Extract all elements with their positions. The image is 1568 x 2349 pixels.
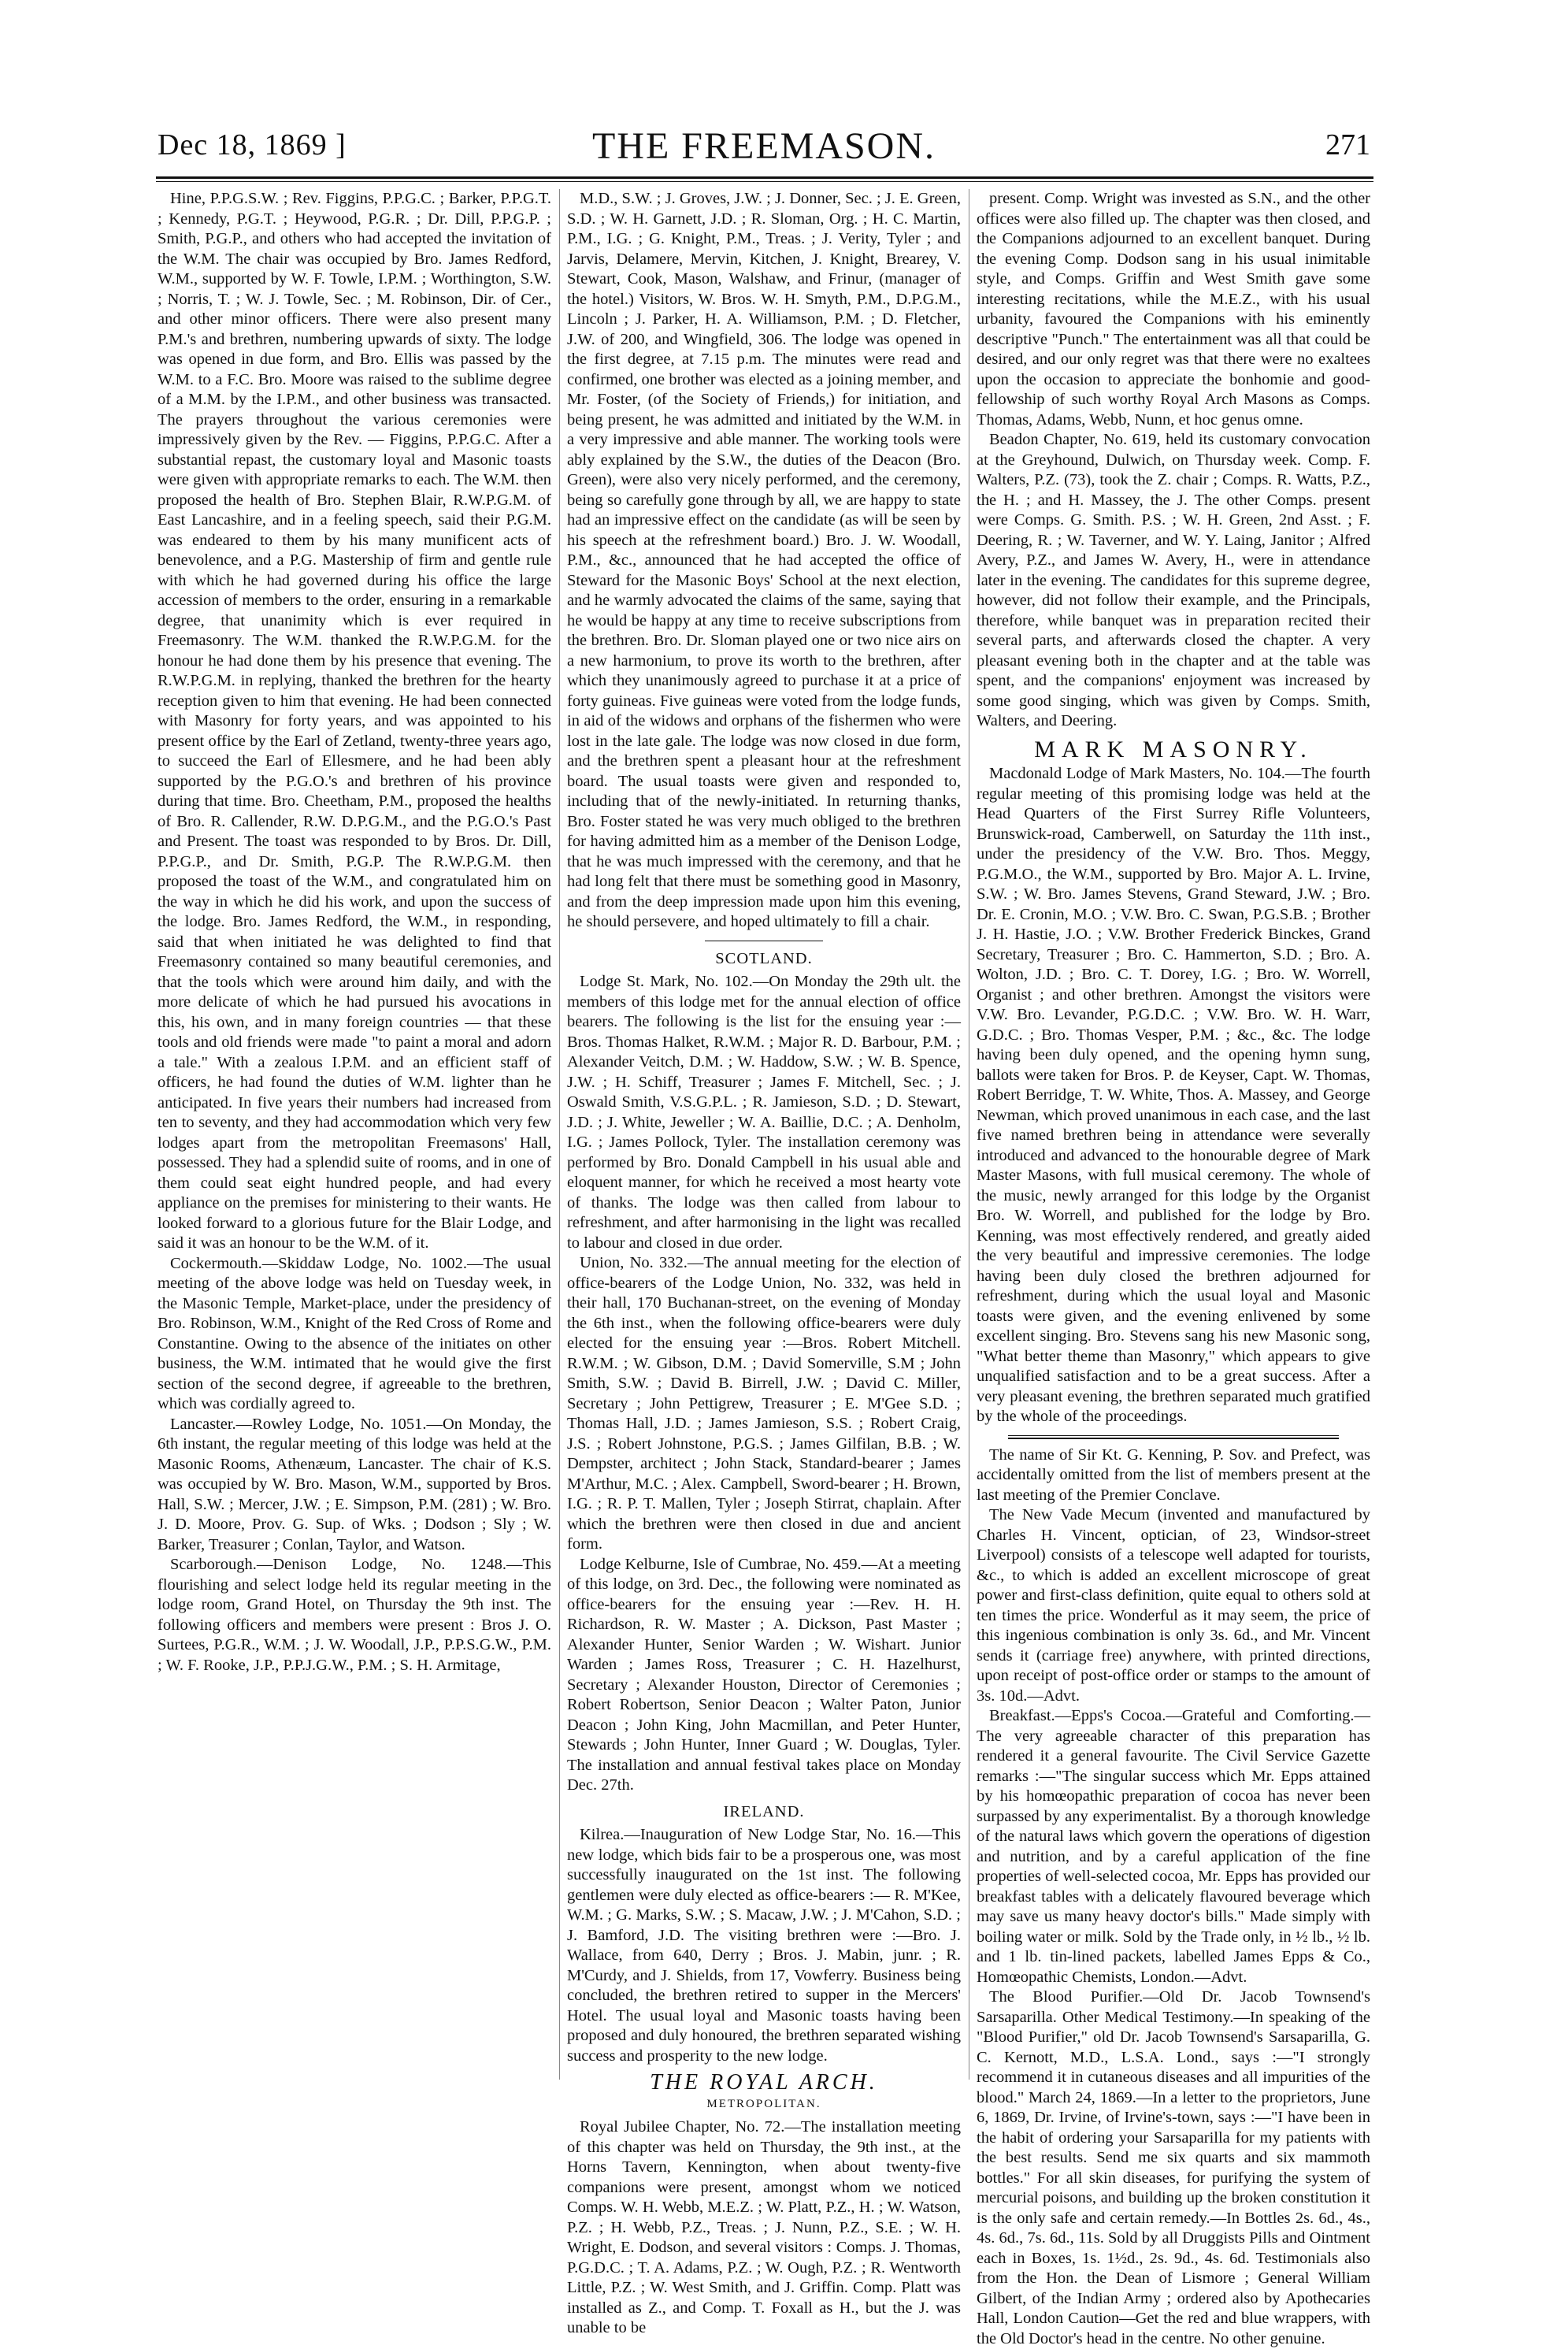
column-2 — [567, 189, 961, 2336]
page-number: 271 — [1325, 128, 1370, 161]
section-heading-scotland: SCOTLAND. — [715, 949, 813, 967]
paper-title: THE FREEMASON. — [591, 125, 936, 167]
section-rule — [1008, 1435, 1339, 1436]
advert-paragraph: The Blood Purifier.—Old Dr. Jacob Townsend's Sarsaparilla. Other Medical Testimony.—In speaking of the "Blood Purifier," old Dr. Jacob Townsend's Sarsaparilla, G. C. Kernott, M.D., L.S.A. Lond., says :—"I strongly recommend it in cutaneous diseases and all impurities of the blood." March 24, 1869.—In a letter to the proprietors, June 6, 1869, Dr. Irvine, of Irvine's-town, says :—"I have been in the habit of ordering your Sarsaparilla for my patients with the best results. Send me six quarts and six mammoth bottles." For all skin diseases, for purifying the system of mercurial poisons, and building up the broken constitution it is the only safe and certain remedy.—In Bottles 2s. 6d., 4s., 4s. 6d., 7s. 6d., 11s. Sold by all Druggists Pills and Ointment each in Boxes, 1s. 1½d., 2s. 9d., 4s. 6d. Testimonials also from the Hon. the Dean of Lismore ; General William Gilbert, of the Indian Army ; ordered also by Apothecaries Hall, London Caution—Get the red and blue wrappers, with the Old Doctor's head in the centre. No other genuine. — [977, 1988, 1370, 2347]
advert-paragraph: Breakfast.—Epps's Cocoa.—Grateful and Comforting.—The very agreeable character of this preparation has rendered it a general favourite. The Civil Service Gazette remarks :—"The singular success which Mr. Epps attained by his homœopathic preparation of cocoa has never been surpassed by any experimentalist. By a thorough knowledge of the natural laws which govern the operations of digestion and nutrition, and by a careful application of the fine properties of well-selected cocoa, Mr. Epps has provided our breakfast tables with a delicately flavoured beverage which may save us many heavy doctor's bills." Made simply with boiling water or milk. Sold by the Trade only, in ½ lb., ½ lb. and 1 lb. tin-lined packets, labelled James Epps & Co., Homœopathic Chemists, London.—Advt. — [977, 1707, 1370, 1986]
issue-date: Dec 18, 1869 ] — [158, 128, 347, 161]
notice-paragraph: The name of Sir Kt. G. Kenning, P. Sov. and Prefect, was accidentally omitted from the list of members present at the last meeting of the Premier Conclave. — [977, 1445, 1370, 1504]
section-rule — [1008, 1438, 1339, 1439]
section-heading-mark-masonry: MARK MASONRY. — [1034, 736, 1313, 763]
article-paragraph: Lodge St. Mark, No. 102.—On Monday the 29th ult. the members of this lodge met for the annual election of office bearers. The following is the list for the ensuing year :—Bros. Thomas Halket, R.W.M. ; Major R. D. Barbour, P.M. ; Alexander Veitch, D.M. ; W. Haddow, S.W. ; W. B. Spence, J.W. ; H. Schiff, Treasurer ; James F. Mitchell, Sec. ; J. Oswald Smith, V.S.G.P.L. ; R. Jamieson, S.D. ; D. Stewart, J.D. ; J. White, Jeweller ; W. A. Baillie, D.C. ; A. Denholm, I.G. ; James Pollock, Tyler. The installation ceremony was performed by Bro. Donald Campbell in his usual able and eloquent manner, for which he received a most hearty vote of thanks. The lodge was then called from labour to refreshment, and after harmonising in the light was recalled to labour and closed in due order. — [567, 973, 961, 1252]
masthead-rule-thin — [156, 181, 1373, 182]
masthead — [158, 118, 1370, 173]
article-paragraph: Lancaster.—Rowley Lodge, No. 1051.—On Monday, the 6th instant, the regular meeting of this lodge was held at the Masonic Rooms, Athenæum, Lancaster. The chair of K.S. was occupied by W. Bro. Mason, W.M., supported by Bros. Hall, S.W. ; Mercer, J.W. ; E. Simpson, P.M. (281) ; W. Bro. J. D. Moore, Prov. G. Sup. of Wks. ; Dodson ; Sly ; W. Barker, Treasurer ; Conlan, Taylor, and Watson. — [158, 1415, 551, 1553]
article-paragraph: Macdonald Lodge of Mark Masters, No. 104.—The fourth regular meeting of this promising lodge was held at the Head Quarters of the First Surrey Rifle Volunteers, Brunswick-road, Camberwell, on Saturday the 11th inst., under the presidency of the V.W. Bro. Thos. Meggy, P.G.M.O., the W.M., supported by Bro. Major A. L. Irvine, S.W. ; W. Bro. James Stevens, Grand Steward, J.W. ; Bro. Dr. E. Cronin, M.O. ; V.W. Bro. C. Swan, P.G.S.B. ; Brother J. H. Hastie, J.O. ; V.W. Brother Frederick Binckes, Grand Secretary, Treasurer ; Bro. C. Hammerton, S.D. ; Bro. A. Wolton, J.D. ; Bro. C. T. Dorey, I.G. ; Bro. W. Worrell, Organist ; and other brethren. Amongst the visitors were V.W. Bro. Levander, P.G.D.C. ; V.W. Bro. W. H. Warr, G.D.C. ; Bro. Thomas Vesper, P.M. ; &c., &c. The lodge having been duly opened, and the opening hymn sung, ballots were taken for Bros. P. de Keyser, Capt. W. Thomas, Robert Berridge, T. W. White, Thos. A. Massey, and George Newman, which proved unanimous in each case, and the last five named brethren being in attendance were severally introduced and advanced to the honourable degree of Mark Master Masons, with full musical ceremony. The whole of the music, newly arranged for this lodge by the Organist Bro. W. Worrell, and published for the lodge by Bro. Kenning, was most effectively rendered, and greatly aided the very beautiful and impressive ceremonies. The lodge having been duly closed the brethren adjourned for refreshment, during which the usual loyal and Masonic toasts were given, and the evening enlivened by some excellent singing. Bro. Stevens sang his new Masonic song, "What better theme than Masonry," which appears to give unqualified satisfaction and to be a great success. After a very pleasant evening, the brethren separated much gratified by the whole of the proceedings. — [977, 765, 1370, 1425]
article-paragraph: M.D., S.W. ; J. Groves, J.W. ; J. Donner, Sec. ; J. E. Green, S.D. ; W. H. Garnett, J.D. ; R. Sloman, Org. ; H. C. Martin, P.M., I.G. ; G. Knight, P.M., Treas. ; J. Verity, Tyler ; and Jarvis, Delamere, Mervin, Kitchen, J. Knight, Brearey, V. Stewart, Cook, Mason, Walshaw, and Frinur, (manager of the hotel.) Visitors, W. Bros. W. H. Smyth, P.M., D.P.G.M., Lincoln ; J. Parker, H. A. Williamson, P.M. ; D. Fletcher, J.W. of 200, and Wingfield, 306. The lodge was opened in the first degree, at 7.15 p.m. The minutes were read and confirmed, one brother was elected as a joining member, and Mr. Foster, (of the Society of Friends,) for initiation, and being present, he was admitted and initiated by the W.M. in a very impressive and able manner. The working tools were ably explained by the S.W., the duties of the Deacon (Bro. Green), were also very nicely performed, and the ceremony, being so carefully gone through by all, we are happy to state had an impressive effect on the candidate (as will be seen by his speech at the refreshment board.) Bro. J. W. Woodall, P.M., &c., announced that he had accepted the office of Steward for the Masonic Boys' School at the next election, and he warmly advocated the claims of the same, saying that he would be happy at any time to receive subscriptions from the brethren. Bro. Dr. Sloman played one or two nice airs on a new harmonium, to prove its worth to the brethren, after which they unanimously agreed to purchase it at a price of forty guineas. Five guineas were voted from the lodge funds, in aid of the widows and orphans of the fishermen who were lost in the late gale. The lodge was now closed in due form, and the brethren spent a pleasant hour at the refreshment board. The usual toasts were given and responded to, including that of the newly-initiated. In returning thanks, Bro. Foster stated he was very much obliged to the brethren for having admitted him as a member of the Denison Lodge, that he was much impressed with the ceremony, and that he had long felt that there must be something good in Masonry, and from the deep impression made upon him this evening, he should persevere, and hoped ultimately to fill a chair. — [567, 190, 961, 930]
column-1 — [158, 189, 551, 2095]
masthead-rule — [156, 176, 1373, 179]
section-subheading-metropolitan: METROPOLITAN. — [706, 2097, 821, 2110]
advert-paragraph: The New Vade Mecum (invented and manufactured by Charles H. Vincent, optician, of 23, Windsor-street Liverpool) consists of a telescope well adapted for tourists, &c., to which is added an excellent microscope of great power and first-class definition, quite equal to others sold at ten times the price. Wonderful as it may seem, the price of this ingenious combination is only 3s. 6d., and Mr. Vincent sends it (carriage free) anywhere, with printed directions, upon receipt of post-office order or stamps to the amount of 3s. 10d.—Advt. — [977, 1506, 1370, 1705]
article-paragraph: Kilrea.—Inauguration of New Lodge Star, No. 16.—This new lodge, which bids fair to be a prosperous one, was most successfully inaugurated on the 1st inst. The following gentlemen were duly elected as office-bearers :— R. M'Kee, W.M. ; G. Marks, S.W. ; S. Macaw, J.W. ; J. M'Cahon, S.D. ; J. Bamford, J.D. The visiting brethren were :—Bro. J. Wallace, from 640, Derry ; Bros. J. Mabin, junr. ; R. M'Curdy, and J. Shields, from 17, Vowferry. Business being concluded, the brethren retired to supper in the Mercers' Hotel. The usual loyal and Masonic toasts having been proposed and duly honoured, the brethren separated wishing success and prosperity to the new lodge. — [567, 1826, 961, 2065]
article-paragraph: Cockermouth.—Skiddaw Lodge, No. 1002.—The usual meeting of the above lodge was held on Tuesday week, in the Masonic Temple, Market-place, under the presidency of Bro. Robinson, W.M., Knight of the Red Cross of Rome and Constantine. Owing to the absence of the initiates on other business, the W.M. intimated that he would give the first section of the second degree, if agreeable to the brethren, which was cordially agreed to. — [158, 1254, 551, 1412]
section-heading-royal-arch: THE ROYAL ARCH. — [650, 2070, 878, 2095]
article-paragraph: Union, No. 332.—The annual meeting for the election of office-bearers of the Lodge Union, No. 332, was held in their hall, 170 Buchanan-street, on the evening of Monday the 6th inst., when the following office-bearers were duly elected for the ensuing year :—Bros. Robert Mitchell. R.W.M. ; W. Gibson, D.M. ; David Somerville, S.M ; John Smith, S.W. ; David B. Birrell, J.W. ; David C. Miller, Secretary ; John Pettigrew, Treasurer ; E. M'Gee S.D. ; Thomas Hall, J.D. ; James Jamieson, S.S. ; Robert Craig, J.S. ; Robert Johnstone, P.G.S. ; James Gilfilan, B.B. ; W. Dempster, architect ; John Stack, Standard-bearer ; James M'Arthur, M.C. ; Alex. Campbell, Sword-bearer ; H. Brown, I.G. ; R. P. T. Mallen, Tyler ; Joseph Stirrat, chaplain. After which the brethren were then closed in due and ancient form. — [567, 1254, 961, 1553]
section-heading-ireland: IRELAND. — [723, 1802, 805, 1820]
column-divider — [559, 189, 560, 2080]
column-3 — [977, 189, 1370, 2347]
article-paragraph: Lodge Kelburne, Isle of Cumbrae, No. 459.—At a meeting of this lodge, on 3rd. Dec., the following were nominated as office-bearers for the ensuing year :—Rev. H. H. Richardson, R. W. Master ; A. Dickson, Past Master ; Alexander Hunter, Senior Warden ; W. Wishart. Junior Warden ; James Ross, Treasurer ; C. H. Hazelhurst, Secretary ; Alexander Houston, Director of Ceremonies ; Robert Robertson, Senior Deacon ; Walter Paton, Junior Deacon ; John King, John Macmillan, and Peter Hunter, Stewards ; John Hunter, Inner Guard ; W. Douglas, Tyler. The installation and annual festival takes place on Monday Dec. 27th. — [567, 1555, 961, 1794]
article-paragraph: Royal Jubilee Chapter, No. 72.—The installation meeting of this chapter was held on Thursday, the 9th inst., at the Horns Tavern, Kennington, when about twenty-five companions were present, amongst whom we noticed Comps. W. H. Webb, M.E.Z. ; W. Platt, P.Z., H. ; W. Watson, P.Z. ; H. Webb, P.Z., Treas. ; J. Nunn, P.Z., S.E. ; W. H. Wright, E. Dodson, and several visitors : Comps. J. Thomas, P.G.D.C. ; T. A. Adams, P.Z. ; W. Ough, P.Z. ; R. Wentworth Little, P.Z. ; W. West Smith, and J. Griffin. Comp. Platt was installed as Z., and Comp. T. Foxall as H., but the J. was unable to be — [567, 2118, 961, 2336]
article-paragraph: Hine, P.P.G.S.W. ; Rev. Figgins, P.P.G.C. ; Barker, P.P.G.T. ; Kennedy, P.G.T. ; Heywood, P.G.R. ; Dr. Dill, P.P.G.P. ; Smith, P.G.P., and others who had accepted the invitation of the W.M. The chair was occupied by Bro. James Redford, W.M., supported by W. F. Towle, I.P.M. ; Worthington, S.W. ; Norris, T. ; W. J. Towle, Sec. ; M. Robinson, Dir. of Cer., and other minor officers. There were also present many P.M.'s and brethren, numbering upwards of sixty. The lodge was opened in due form, and Bro. Ellis was passed by the W.M. to a F.C. Bro. Moore was raised to the sublime degree of a M.M. by the I.P.M., and other business was transacted. The prayers throughout the various ceremonies were impressively given by the Rev. — Figgins, P.P.G.C. After a substantial repast, the customary loyal and Masonic toasts were given with appropriate remarks to each. The W.M. then proposed the health of Bro. Stephen Blair, R.W.P.G.M. of East Lancashire, and in a feeling speech, said their P.G.M. was endeared to them by his many munificent acts of benevolence, and a P.G. Mastership of firm and gentle rule with which he had governed during his office the large accession of members to the order, ensuring in a remarkable degree, that unanimity which is ever required in Freemasonry. The W.M. thanked the R.W.P.G.M. for the honour he had done them by his presence that evening. The R.W.P.G.M. in replying, thanked the brethren for the hearty reception given to him that evening. He had been connected with Masonry for forty years, and was appointed to his present office by the Earl of Zetland, twenty-three years ago, to succeed the Earl of Ellesmere, and he had been ably supported by the P.G.O.'s and brethren of his province during that time. Bro. Cheetham, P.M., proposed the healths of Bro. R. Callender, R.W. D.P.G.M., and the P.G.O.'s Past and Present. The toast was responded to by Bros. Dr. Dill, P.P.G.P., and Dr. Smith, P.G.P. The R.W.P.G.M. then proposed the toast of the W.M., and congratulated him on the way in which he did his work, and upon the success of the lodge. Bro. James Redford, the W.M., in responding, said that when initiated he was delighted to find that Freemasonry contained so many beautiful ceremonies, and that the tools which were around him daily, and with the more delicate of which he had pursued his avocations in this, his own, and in many foreign countries — that these tools and old friends were made "to paint a moral and adorn a tale." With a zealous I.P.M. and an efficient staff of officers, he had found the duties of W.M. lighter than he anticipated. In five years their numbers had increased from ten to seventy, and they had accommodation which very few lodges apart from the metropolitan Freemasons' Hall, possessed. They had a splendid suite of rooms, and in one of them could seat eight hundred people, and had every appliance on the premises for ministering to their wants. He looked forward to a glorious future for the Blair Lodge, and said it was an honour to be the W.M. of it. — [158, 190, 551, 1252]
article-paragraph: Beadon Chapter, No. 619, held its customary convocation at the Greyhound, Dulwich, on Thursday week. Comp. F. Walters, P.Z. (73), took the Z. chair ; Comps. R. Watts, P.Z., the H. ; and H. Massey, the J. The other Comps. present were Comps. G. Smith. P.S. ; W. H. Green, 2nd Asst. ; F. Deering, R. ; W. Taverner, and W. Y. Laing, Janitor ; Alfred Avery, P.Z., and James W. Avery, H., were in attendance later in the evening. The candidates for this supreme degree, however, did not follow their example, and the Principals, therefore, while banquet was in preparation recited their several parts, and afterwards closed the chapter. A very pleasant evening both in the chapter and at the table was spent, and the companions' enjoyment was increased by some good singing, which was given by Comps. Smith, Walters, and Deering. — [977, 431, 1370, 729]
article-paragraph: Scarborough.—Denison Lodge, No. 1248.—This flourishing and select lodge held its regular meeting in the lodge room, Grand Hotel, on Thursday the 9th inst. The following officers and members were present : Bros J. O. Surtees, P.G.R., W.M. ; J. W. Woodall, J.P., P.P.S.G.W., P.M. ; W. F. Rooke, J.P., P.P.J.G.W., P.M. ; S. H. Armitage, — [158, 1556, 551, 1674]
article-paragraph: present. Comp. Wright was invested as S.N., and the other offices were also filled up. The chapter was then closed, and the Companions adjourned to an excellent banquet. During the evening Comp. Dodson sang in his usual inimitable style, and Comps. Griffin and West Smith gave some interesting recitations, while the M.E.Z., with his usual urbanity, favoured the Companions with his eminently descriptive "Punch." The entertainment was all that could be desired, and our only regret was that there were no exaltees upon the occasion to appreciate the bonhomie and good-fellowship of such worthy Royal Arch Masons as Comps. Thomas, Adams, Webb, Nunn, et hoc genus omne. — [977, 190, 1370, 429]
